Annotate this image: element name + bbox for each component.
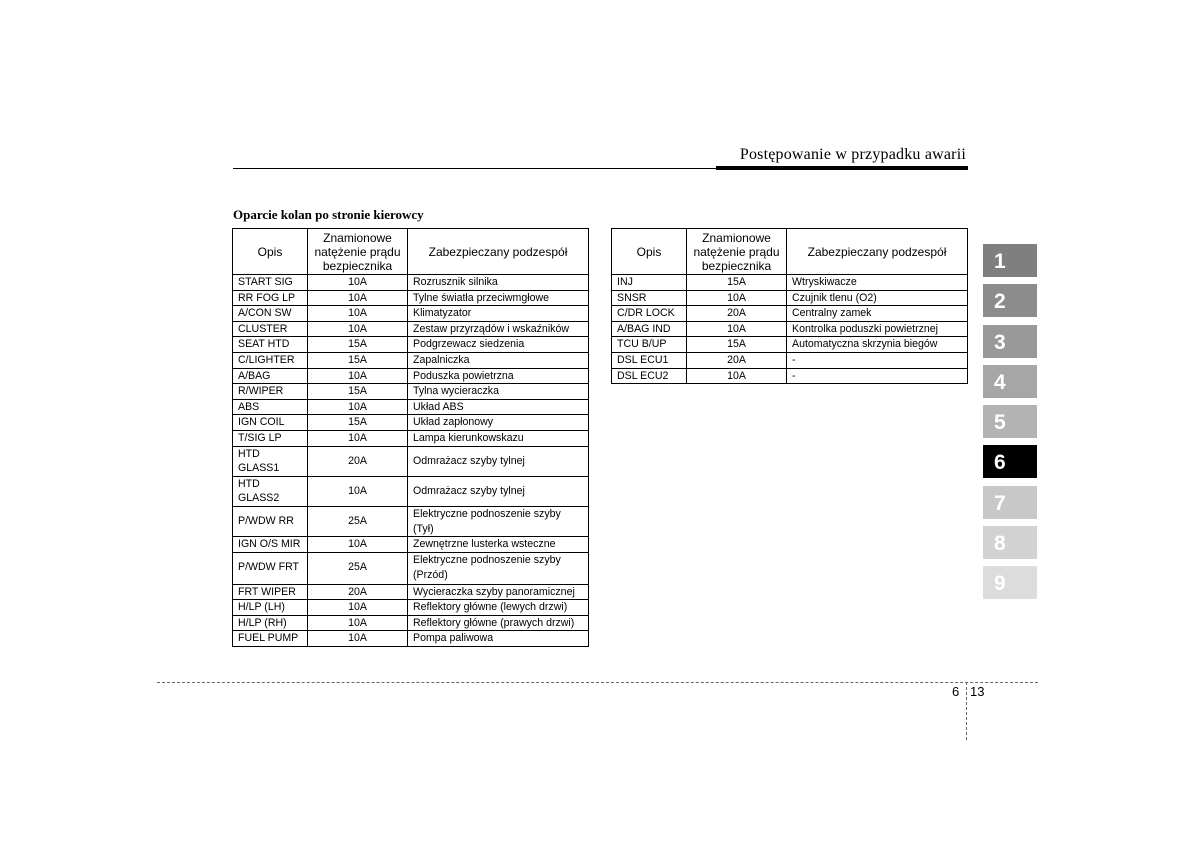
cell-component: Układ zapłonowy bbox=[408, 415, 589, 431]
cell-opis: HTD GLASS1 bbox=[233, 446, 308, 476]
cell-component: Reflektory główne (prawych drzwi) bbox=[408, 615, 589, 631]
column-header-opis: Opis bbox=[612, 229, 687, 275]
cell-opis: H/LP (LH) bbox=[233, 600, 308, 616]
header-rule-bold bbox=[716, 166, 968, 170]
cell-opis: T/SIG LP bbox=[233, 430, 308, 446]
header-rule bbox=[233, 168, 716, 169]
fuse-table-right bbox=[611, 228, 968, 384]
cell-rating: 25A bbox=[308, 552, 408, 584]
table-row bbox=[612, 337, 968, 353]
cell-rating: 10A bbox=[308, 368, 408, 384]
table-row bbox=[233, 275, 589, 291]
cell-component: Centralny zamek bbox=[787, 306, 968, 322]
cell-component: - bbox=[787, 368, 968, 384]
cell-opis: A/CON SW bbox=[233, 306, 308, 322]
cell-rating: 10A bbox=[308, 430, 408, 446]
table-row bbox=[233, 306, 589, 322]
table-row bbox=[233, 584, 589, 600]
column-header-rating: Znamionowe natężenie prądu bezpiecznika bbox=[308, 229, 408, 275]
cell-component: Elektryczne podnoszenie szyby (Przód) bbox=[408, 552, 589, 584]
chapter-tabs bbox=[983, 244, 1037, 607]
footer-page-divider bbox=[966, 682, 967, 740]
cell-component: Poduszka powietrzna bbox=[408, 368, 589, 384]
table-row bbox=[233, 368, 589, 384]
cell-opis: SEAT HTD bbox=[233, 337, 308, 353]
cell-opis: ABS bbox=[233, 399, 308, 415]
cell-component: Tylne światła przeciwmgłowe bbox=[408, 290, 589, 306]
cell-opis: SNSR bbox=[612, 290, 687, 306]
cell-rating: 10A bbox=[308, 321, 408, 337]
table-row bbox=[233, 352, 589, 368]
cell-rating: 10A bbox=[308, 537, 408, 553]
fuse-table-left bbox=[232, 228, 589, 647]
chapter-tab-1[interactable]: 1 bbox=[983, 244, 1037, 277]
cell-component: Rozrusznik silnika bbox=[408, 275, 589, 291]
cell-component: Odmrażacz szyby tylnej bbox=[408, 446, 589, 476]
cell-opis: R/WIPER bbox=[233, 384, 308, 400]
table-row bbox=[233, 415, 589, 431]
table-row bbox=[612, 290, 968, 306]
cell-component: Reflektory główne (lewych drzwi) bbox=[408, 600, 589, 616]
cell-rating: 10A bbox=[308, 306, 408, 322]
cell-rating: 15A bbox=[308, 337, 408, 353]
cell-rating: 10A bbox=[308, 615, 408, 631]
cell-opis: DSL ECU2 bbox=[612, 368, 687, 384]
cell-opis: IGN O/S MIR bbox=[233, 537, 308, 553]
cell-component: Zestaw przyrządów i wskaźników bbox=[408, 321, 589, 337]
chapter-tab-5[interactable]: 5 bbox=[983, 405, 1037, 438]
cell-component: Czujnik tlenu (O2) bbox=[787, 290, 968, 306]
cell-component: Odmrażacz szyby tylnej bbox=[408, 476, 589, 506]
cell-component: Podgrzewacz siedzenia bbox=[408, 337, 589, 353]
cell-opis: P/WDW FRT bbox=[233, 552, 308, 584]
column-header-component: Zabezpieczany podzespół bbox=[787, 229, 968, 275]
table-row bbox=[612, 306, 968, 322]
cell-rating: 10A bbox=[308, 275, 408, 291]
cell-component: Pompa paliwowa bbox=[408, 631, 589, 647]
cell-component: Kontrolka poduszki powietrznej bbox=[787, 321, 968, 337]
table-row bbox=[233, 399, 589, 415]
cell-component: Tylna wycieraczka bbox=[408, 384, 589, 400]
table-row bbox=[612, 275, 968, 291]
cell-rating: 15A bbox=[687, 337, 787, 353]
page-header-title: Postępowanie w przypadku awarii bbox=[739, 146, 966, 163]
cell-rating: 10A bbox=[308, 290, 408, 306]
cell-component: Zewnętrzne lusterka wsteczne bbox=[408, 537, 589, 553]
cell-component: Automatyczna skrzynia biegów bbox=[787, 337, 968, 353]
page-number: 13 bbox=[970, 684, 985, 699]
column-header-rating: Znamionowe natężenie prądu bezpiecznika bbox=[687, 229, 787, 275]
chapter-tab-4[interactable]: 4 bbox=[983, 365, 1037, 398]
table-row bbox=[233, 384, 589, 400]
cell-rating: 10A bbox=[687, 290, 787, 306]
chapter-tab-6[interactable]: 6 bbox=[983, 445, 1037, 478]
table-row bbox=[233, 430, 589, 446]
cell-component: - bbox=[787, 352, 968, 368]
cell-component: Lampa kierunkowskazu bbox=[408, 430, 589, 446]
table-row bbox=[612, 352, 968, 368]
cell-rating: 15A bbox=[308, 384, 408, 400]
cell-component: Wycieraczka szyby panoramicznej bbox=[408, 584, 589, 600]
cell-opis: A/BAG IND bbox=[612, 321, 687, 337]
chapter-tab-2[interactable]: 2 bbox=[983, 284, 1037, 317]
cell-opis: C/LIGHTER bbox=[233, 352, 308, 368]
table-row bbox=[233, 321, 589, 337]
cell-opis: IGN COIL bbox=[233, 415, 308, 431]
footer-divider bbox=[157, 682, 1038, 683]
table-row bbox=[233, 446, 589, 476]
table-row bbox=[612, 368, 968, 384]
cell-rating: 10A bbox=[687, 368, 787, 384]
cell-opis: P/WDW RR bbox=[233, 506, 308, 536]
cell-rating: 20A bbox=[687, 352, 787, 368]
section-title: Oparcie kolan po stronie kierowcy bbox=[233, 207, 424, 222]
cell-opis: RR FOG LP bbox=[233, 290, 308, 306]
cell-opis: FRT WIPER bbox=[233, 584, 308, 600]
cell-opis: START SIG bbox=[233, 275, 308, 291]
chapter-tab-3[interactable]: 3 bbox=[983, 325, 1037, 358]
cell-opis: A/BAG bbox=[233, 368, 308, 384]
column-header-opis: Opis bbox=[233, 229, 308, 275]
cell-opis: INJ bbox=[612, 275, 687, 291]
cell-component: Wtryskiwacze bbox=[787, 275, 968, 291]
cell-rating: 25A bbox=[308, 506, 408, 536]
chapter-tab-8[interactable]: 8 bbox=[983, 526, 1037, 559]
table-row bbox=[233, 552, 589, 584]
chapter-tab-9[interactable]: 9 bbox=[983, 566, 1037, 599]
table-row bbox=[233, 290, 589, 306]
cell-rating: 20A bbox=[308, 446, 408, 476]
table-row bbox=[233, 476, 589, 506]
cell-rating: 10A bbox=[308, 476, 408, 506]
cell-rating: 15A bbox=[308, 415, 408, 431]
cell-opis: FUEL PUMP bbox=[233, 631, 308, 647]
cell-opis: HTD GLASS2 bbox=[233, 476, 308, 506]
cell-rating: 10A bbox=[308, 600, 408, 616]
table-row bbox=[233, 615, 589, 631]
table-row bbox=[612, 321, 968, 337]
cell-rating: 10A bbox=[687, 321, 787, 337]
cell-rating: 15A bbox=[687, 275, 787, 291]
cell-rating: 20A bbox=[687, 306, 787, 322]
cell-opis: DSL ECU1 bbox=[612, 352, 687, 368]
cell-opis: CLUSTER bbox=[233, 321, 308, 337]
cell-component: Elektryczne podnoszenie szyby (Tył) bbox=[408, 506, 589, 536]
cell-rating: 10A bbox=[308, 399, 408, 415]
cell-opis: TCU B/UP bbox=[612, 337, 687, 353]
cell-component: Zapalniczka bbox=[408, 352, 589, 368]
cell-rating: 20A bbox=[308, 584, 408, 600]
chapter-tab-7[interactable]: 7 bbox=[983, 486, 1037, 519]
table-row bbox=[233, 506, 589, 536]
table-row bbox=[233, 537, 589, 553]
cell-component: Układ ABS bbox=[408, 399, 589, 415]
cell-rating: 15A bbox=[308, 352, 408, 368]
page-chapter-number: 6 bbox=[952, 684, 960, 699]
table-row bbox=[233, 337, 589, 353]
cell-opis: C/DR LOCK bbox=[612, 306, 687, 322]
cell-rating: 10A bbox=[308, 631, 408, 647]
cell-component: Klimatyzator bbox=[408, 306, 589, 322]
column-header-component: Zabezpieczany podzespół bbox=[408, 229, 589, 275]
table-row bbox=[233, 600, 589, 616]
table-row bbox=[233, 631, 589, 647]
cell-opis: H/LP (RH) bbox=[233, 615, 308, 631]
